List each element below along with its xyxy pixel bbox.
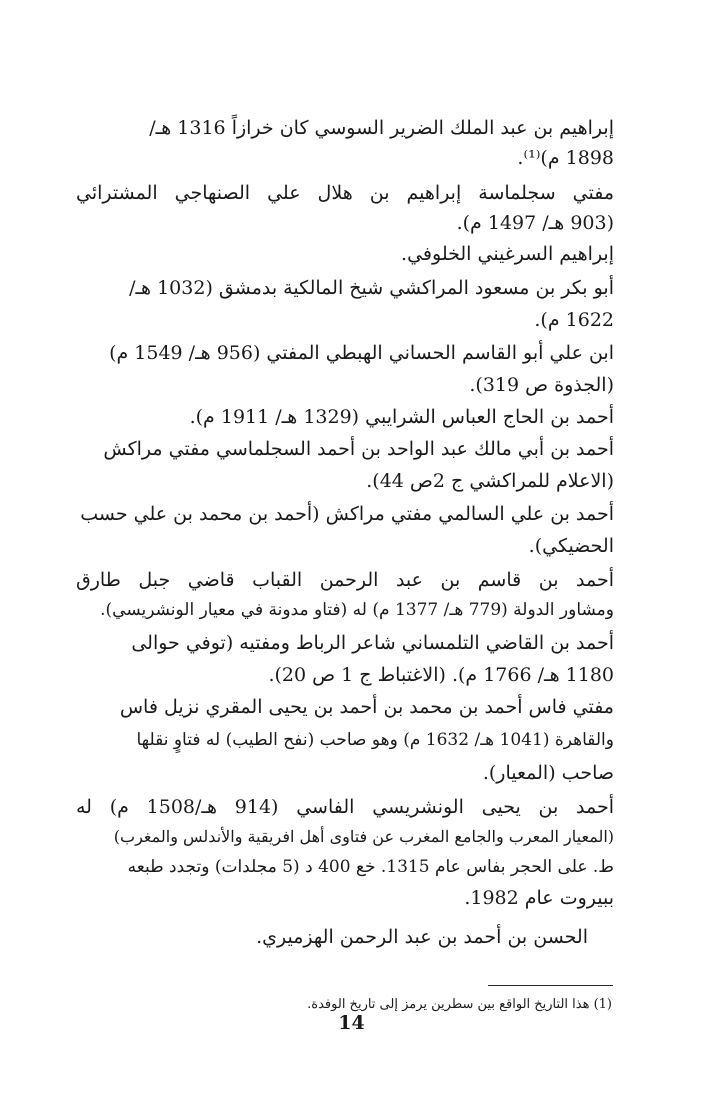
text-line: مفتي فاس أحمد بن محمد بن أحمد بن يحيى المقري نزيل فاس <box>119 696 614 718</box>
text-line: 1898 م)⁽¹⁾. <box>517 147 614 169</box>
text-line: (903 هـ/ 1497 م). <box>456 212 614 234</box>
text-line: أحمد بن الحاج العباس الشرايبي (1329 هـ/ 1911 م). <box>189 406 614 428</box>
text-line: (المعيار المعرب والجامع المغرب عن فتاوى أهل افريقية والأندلس والمغرب) <box>113 827 614 846</box>
page-number: 14 <box>338 1012 365 1034</box>
text-line: (الجذوة ص 319). <box>469 374 614 396</box>
footnote-divider <box>488 985 613 986</box>
text-line: ببيروت عام 1982. <box>464 887 614 909</box>
text-line: إبراهيم بن عبد الملك الضرير السوسي كان خرازاً 1316 هـ/ <box>149 117 614 139</box>
text-line: صاحب (المعيار). <box>482 762 614 784</box>
text-line: ط. على الحجر بفاس عام 1315. خع 400 د (5 مجلدات) وتجدد طبعه <box>127 857 614 877</box>
text-line: أحمد بن علي السالمي مفتي مراكش (أحمد بن محمد بن علي حسب <box>80 503 614 525</box>
text-line: أحمد بن قاسم بن عبد الرحمن القباب قاضي جبل طارق <box>76 569 614 591</box>
text-line: أحمد بن يحيى الونشريسي الفاسي (914 هـ/1508 م) له <box>76 796 614 818</box>
footnote: (1) هذا التاريخ الواقع بين سطرين يرمز إلى تاريخ الوفدة. <box>307 997 612 1012</box>
text-line: (الاعلام للمراكشي ج 2ص 44). <box>366 470 614 492</box>
text-line: والقاهرة (1041 هـ/ 1632 م) وهو صاحب (نفح الطيب) له فتاوٍ نقلها <box>136 730 614 750</box>
text-line: أبو بكر بن مسعود المراكشي شيخ المالكية بدمشق (1032 هـ/ <box>129 277 614 299</box>
text-line: أحمد بن أبي مالك عبد الواحد بن أحمد السجلماسي مفتي مراكش <box>103 438 614 460</box>
text-line: 1622 م). <box>534 309 614 331</box>
text-line: الحسن بن أحمد بن عبد الرحمن الهزميري. <box>256 926 588 948</box>
text-line: الحضيكي). <box>528 535 614 557</box>
text-line: 1180 هـ/ 1766 م). (الاغتباط ج 1 ص 20). <box>268 664 614 686</box>
text-line: ومشاور الدولة (779 هـ/ 1377 م) له (فتاو مدونة في معيار الونشريسي). <box>100 600 614 620</box>
text-line: إبراهيم السرغيني الخلوفي. <box>401 243 614 265</box>
text-line: أحمد بن القاضي التلمساني شاعر الرباط ومفتيه (توفي حوالى <box>131 632 614 654</box>
text-line: مفتي سجلماسة إبراهيم بن هلال علي الصنهاجي المشترائي <box>76 182 614 204</box>
text-line: ابن علي أبو القاسم الحساني الهبطي المفتي (956 هـ/ 1549 م) <box>109 342 614 364</box>
